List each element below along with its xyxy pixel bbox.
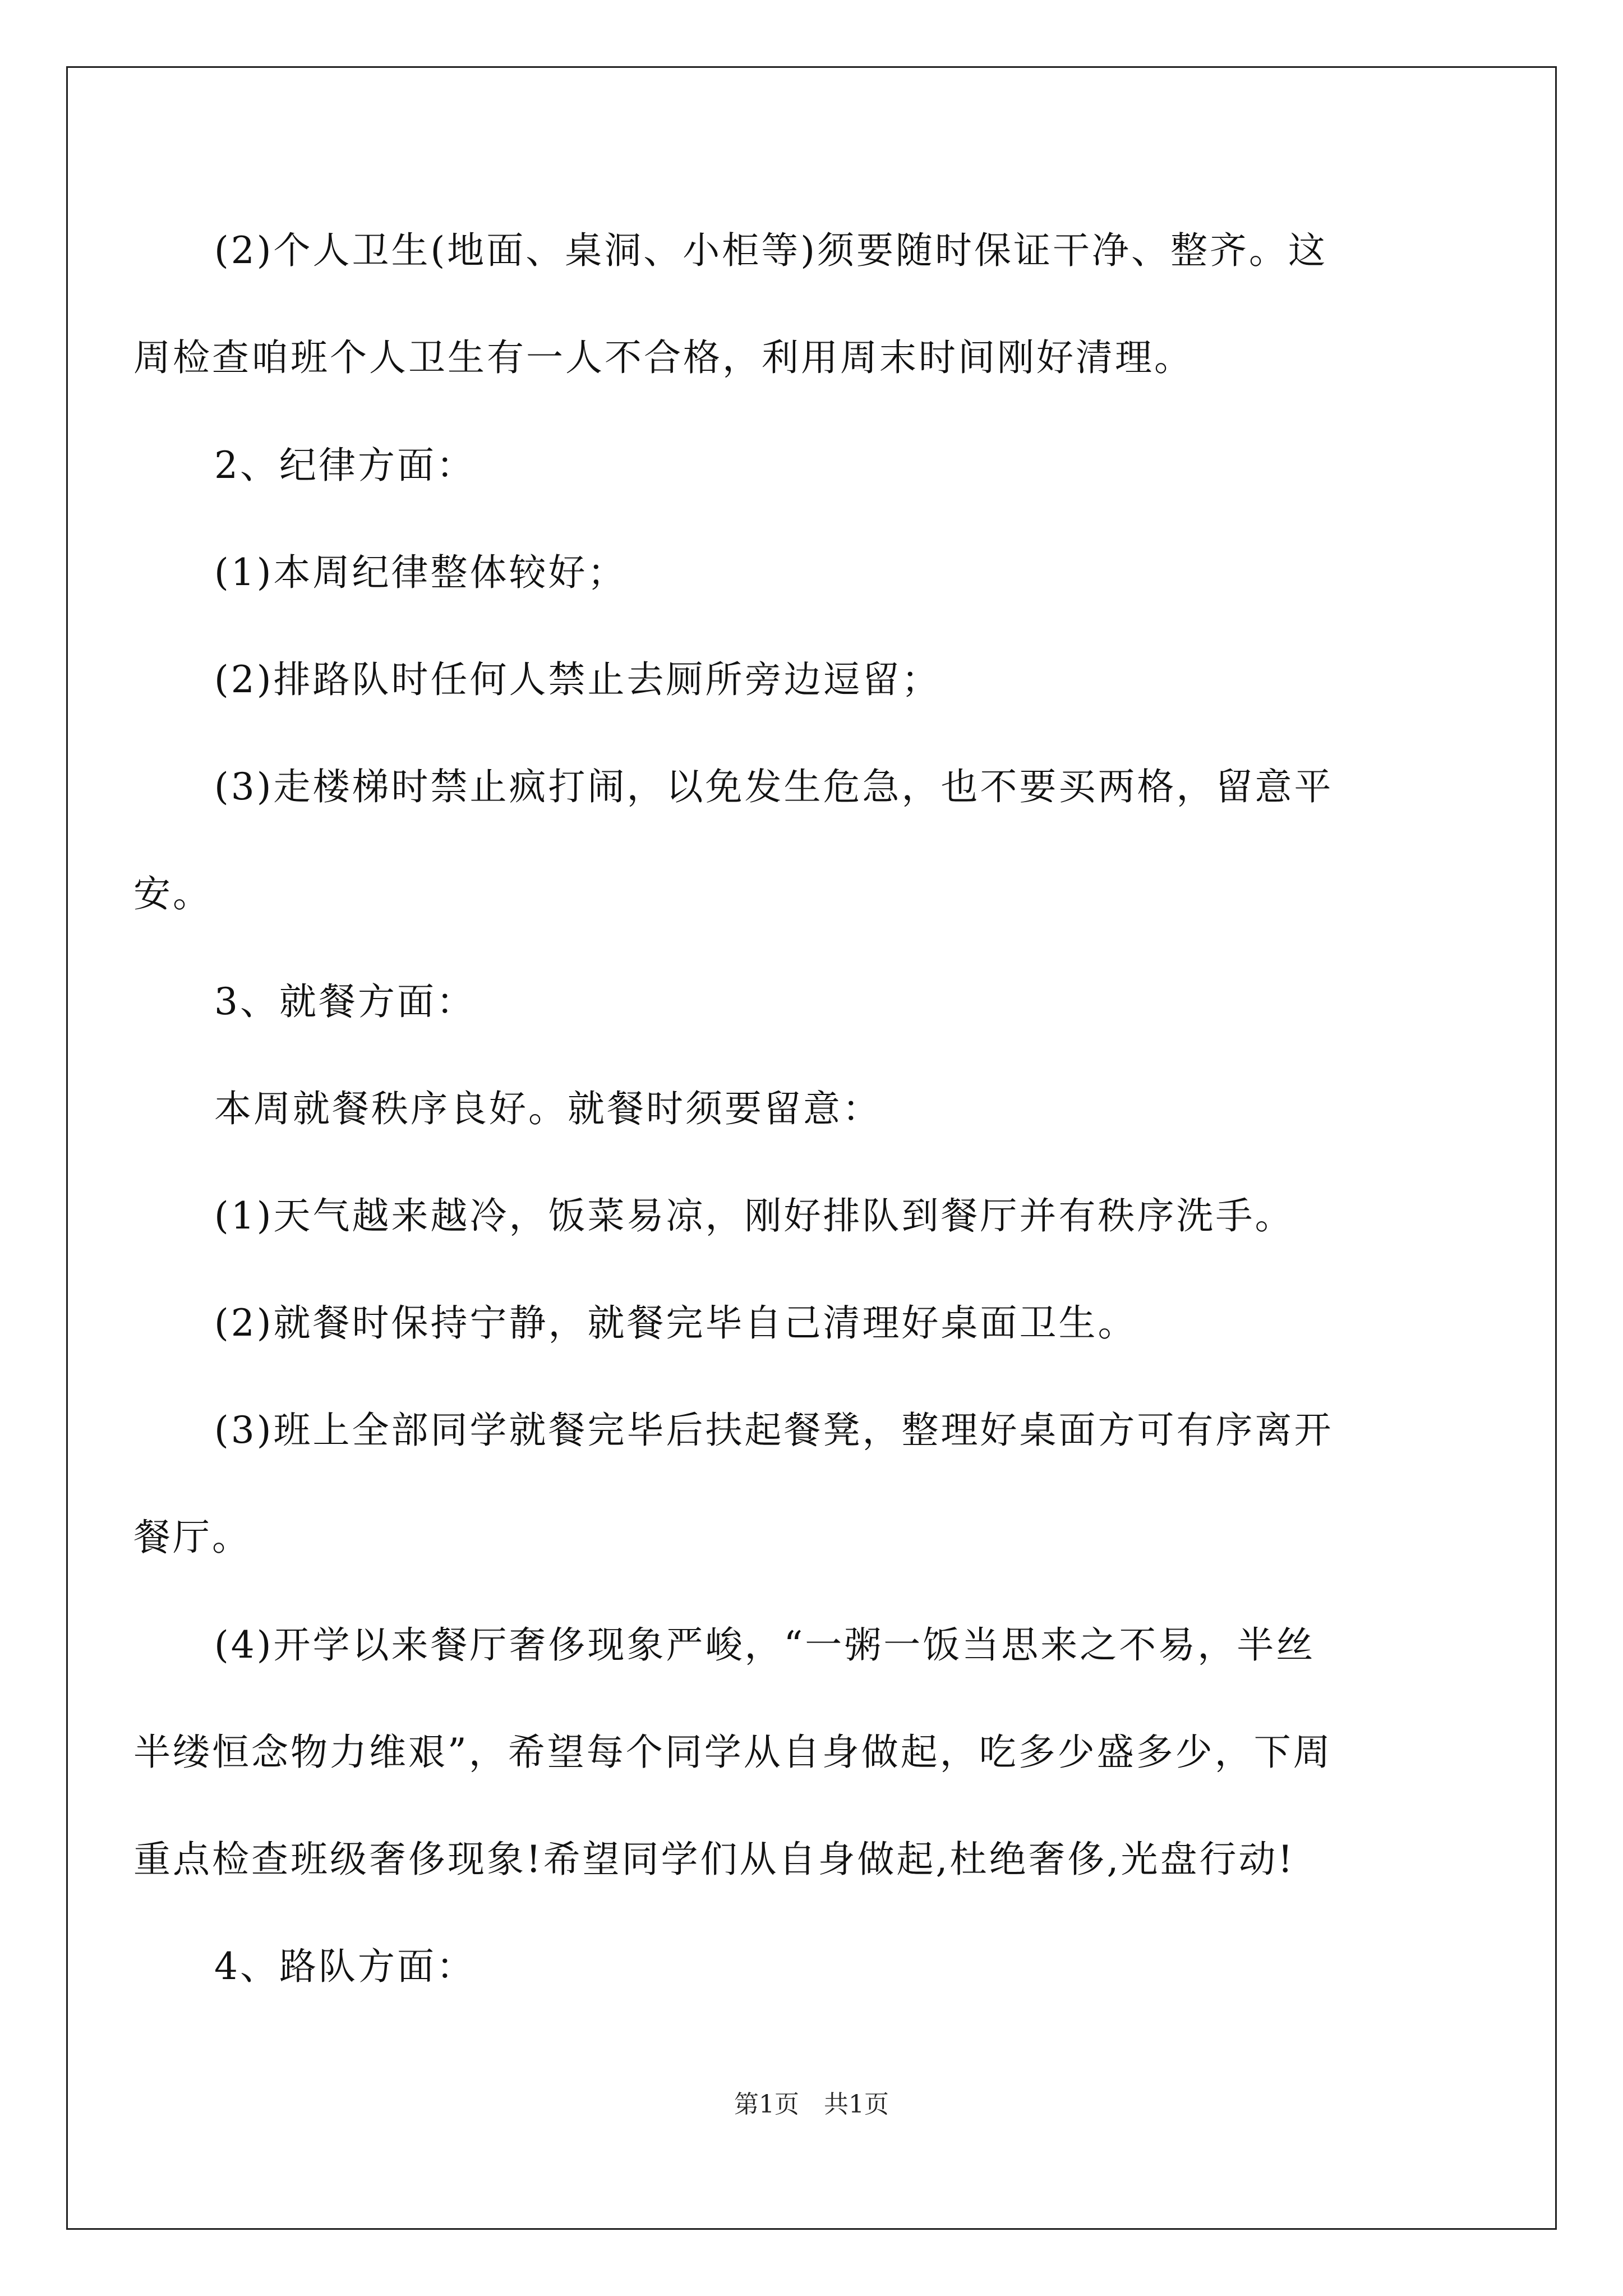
page-number-footer: 第1页 共1页 (734, 2090, 889, 2119)
paragraph-line: 餐厅。 (133, 1516, 251, 1559)
paragraph-line: 本周就餐秩序良好。就餐时须要留意： (214, 1087, 882, 1130)
section-heading: 2、纪律方面： (214, 444, 476, 487)
paragraph-line: 周检查咱班个人卫生有一人不合格，利用周末时间刚好清理。 (133, 336, 1193, 379)
paragraph-line: (1)本周纪律整体较好； (214, 551, 627, 594)
paragraph-line: (4)开学以来餐厅奢侈现象严峻，“一粥一饭当思来之不易，半丝 (214, 1623, 1316, 1667)
paragraph-line: 安。 (133, 872, 212, 915)
paragraph-line: (2)就餐时保持宁静，就餐完毕自己清理好桌面卫生。 (214, 1301, 1137, 1345)
page-border (66, 66, 1557, 2230)
paragraph-line: 重点检查班级奢侈现象!希望同学们从自身做起,杜绝奢侈,光盘行动! (133, 1838, 1295, 1881)
section-heading: 3、就餐方面： (214, 980, 476, 1023)
paragraph-line: 半缕恒念物力维艰”，希望每个同学从自身做起，吃多少盛多少，下周 (133, 1731, 1332, 1774)
paragraph-line: (2)排路队时任何人禁止去厕所旁边逗留； (214, 658, 941, 701)
paragraph-line: (3)班上全部同学就餐完毕后扶起餐凳，整理好桌面方可有序离开 (214, 1409, 1334, 1452)
paragraph-line: (1)天气越来越冷，饭菜易凉，刚好排队到餐厅并有秩序洗手。 (214, 1194, 1294, 1237)
paragraph-line: (2)个人卫生(地面、桌洞、小柜等)须要随时保证干净、整齐。这 (214, 229, 1327, 272)
paragraph-line: (3)走楼梯时禁止疯打闹，以免发生危急，也不要买两格，留意平 (214, 765, 1334, 808)
section-heading: 4、路队方面： (214, 1945, 476, 1988)
